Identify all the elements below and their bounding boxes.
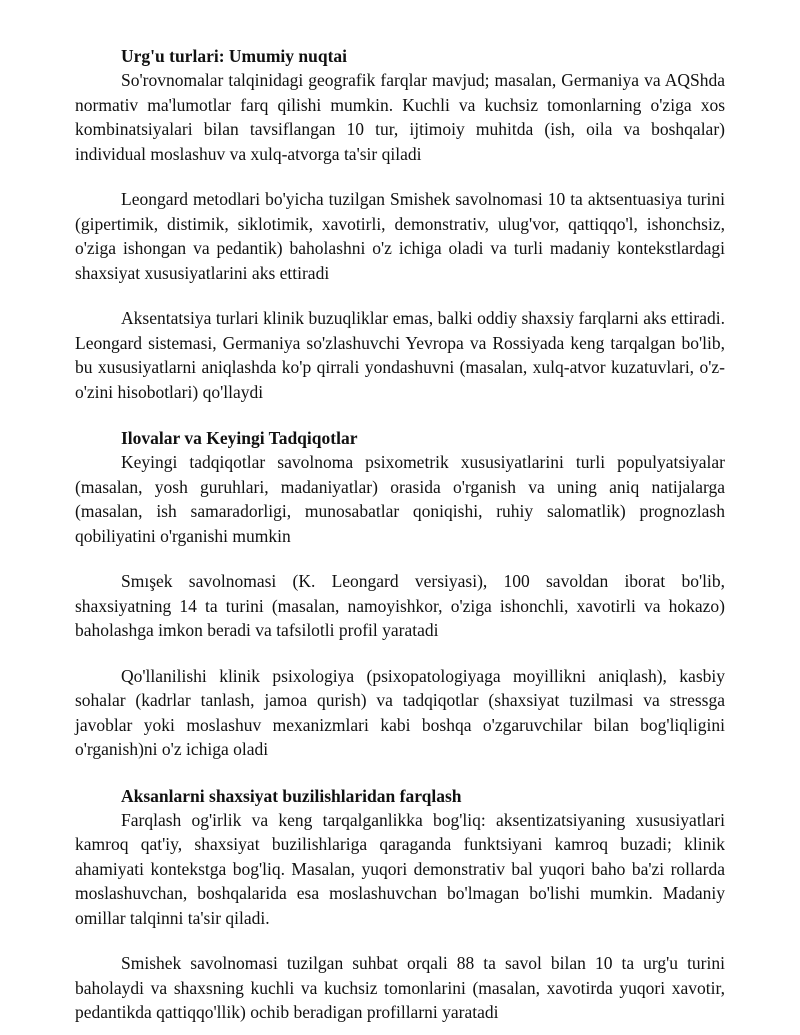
paragraph: Keyingi tadqiqotlar savolnoma psixometrik xususiyatlarini turli populyatsiyalar (masalan, yosh guruhlari, madaniyatlar) orasida o'rganish va uning aniq natijalarga (masalan, ish samaradorligi, munosabatlar qoniqishi, ruhiy salomatlik) prognozlash qobiliyatini o'rganishi mumkin bbox=[75, 452, 725, 546]
paragraph: Farqlash og'irlik va keng tarqalganlikka bog'liq: aksentizatsiyaning xususiyatlari kamroq qat'iy, shaxsiyat buzilishlariga qaraganda funktsiyani kamroq buzadi; klinik ahamiyati kontekstga bog'liq. Masalan, yuqori demonstrativ bal yuqori baho ba'zi rollarda moslashuvchan, boshqalarida esa moslashuvchan bo'lmagan bo'lishi mumkin. Madaniy omillar talqinni ta'sir qiladi. bbox=[75, 809, 725, 928]
paragraph-spacer bbox=[75, 166, 725, 187]
paragraph: Smishek savolnomasi tuzilgan suhbat orqali 88 ta savol bilan 10 ta urg'u turini baholaydi va shaxsning kuchli va kuchsiz tomonlarini (masalan, xavotirda yuqori xavotir, pedantikda qattiqqo'llik) ochib beradigan profillarni yaratadi bbox=[75, 953, 725, 1022]
paragraph-spacer bbox=[75, 643, 725, 664]
section-spacer bbox=[75, 404, 725, 426]
section-heading: Ilovalar va Keyingi Tadqiqotlar bbox=[121, 428, 358, 448]
paragraph-spacer bbox=[75, 548, 725, 569]
paragraph: So'rovnomalar talqinidagi geografik farqlar mavjud; masalan, Germaniya va AQShda normativ ma'lumotlar farq qilishi mumkin. Kuchli va kuchsiz tomonlarning o'ziga xos kombinatsiyalari bilan tavsiflangan 10 tur, ijtimoiy muhitda (ish, oila va boshqalar) individual moslashuv va xulq-atvorga ta'sir qiladi bbox=[75, 70, 725, 164]
section-heading: Aksanlarni shaxsiyat buzilishlaridan farqlash bbox=[121, 785, 462, 806]
paragraph: Smışek savolnomasi (K. Leongard versiyasi), 100 savoldan iborat bo'lib, shaxsiyatning 14 ta turini (masalan, namoyishkor, o'ziga ishonchli, xavotirli va hokazo) baholashga imkon beradi va tafsilotli profil yaratadi bbox=[75, 571, 725, 640]
paragraph: Aksentatsiya turlari klinik buzuqliklar emas, balki oddiy shaxsiy farqlarni aks ettiradi. Leongard sistemasi, Germaniya so'zlashuvchi Yevropa va Rossiyada keng tarqalgan bo'lib, bu xususiyatlarni aniqlashda ko'p qirrali yondashuvni (masalan, xulq-atvor kuzatuvlari, o'z-o'zini hisobotlari) qo'llaydi bbox=[75, 308, 725, 402]
paragraph-spacer bbox=[75, 285, 725, 306]
paragraph-spacer bbox=[75, 930, 725, 951]
section-heading: Urg'u turlari: Umumiy nuqtai bbox=[121, 46, 348, 66]
section-spacer bbox=[75, 762, 725, 784]
paragraph: Leongard metodlari bo'yicha tuzilgan Smishek savolnomasi 10 ta aktsentuasiya turini (gipertimik, distimik, siklotimik, xavotirli, demonstrativ, ulug'vor, qattiqqo'l, ishonchsiz, o'ziga ishongan va pedantik) baholashni o'z ichiga oladi va turli madaniy kontekstlardagi shaxsiyat xususiyatlarini aks ettiradi bbox=[75, 189, 725, 283]
paragraph: Qo'llanilishi klinik psixologiya (psixopatologiyaga moyillikni aniqlash), kasbiy sohalar (kadrlar tanlash, jamoa qurish) va tadqiqotlar (shaxsiyat tuzilmasi va stressga javoblar yoki moslashuv mexanizmlari kabi boshqa o'zgaruvchilar bilan bog'liqligini o'rganish)ni o'z ichiga oladi bbox=[75, 665, 725, 759]
